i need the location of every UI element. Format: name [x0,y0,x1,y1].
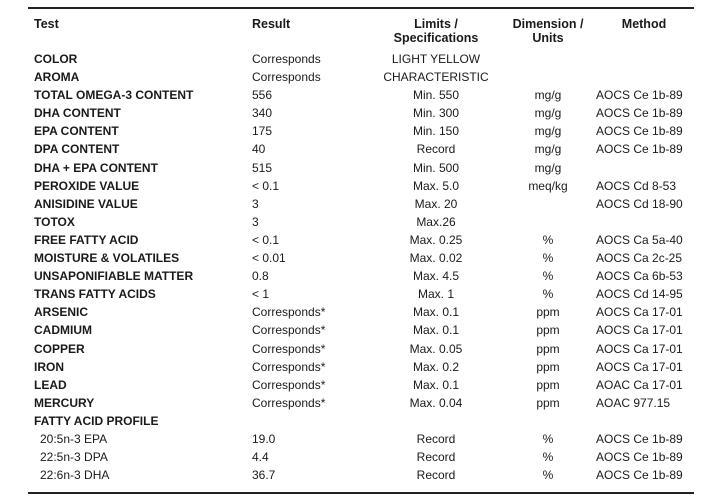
test-name-cell: EPA CONTENT [34,124,119,139]
header-limits [376,17,496,45]
limit-cell: Min. 150 [412,124,460,139]
test-name-cell: DPA CONTENT [34,142,120,157]
result-cell: Corresponds [252,70,321,85]
limit-cell: Max. 20 [414,196,458,211]
table-row [0,340,720,358]
table-row [0,394,720,412]
unit-cell: mg/g [534,124,562,139]
test-name-cell: FATTY ACID PROFILE [34,413,159,428]
limit-cell: Min. 550 [412,88,460,103]
method-cell: AOAC 977.15 [596,395,671,410]
test-name-cell: IRON [34,359,64,374]
limit-cell: Max. 0.05 [409,341,463,356]
method-cell: AOCS Ce 1b-89 [596,124,683,139]
unit-cell: ppm [536,377,560,392]
limit-cell: Min. 500 [412,160,460,175]
result-cell: 340 [252,106,273,121]
result-cell: Corresponds* [252,359,326,374]
method-cell: AOCS Ca 17-01 [596,305,683,320]
table-row [0,104,720,122]
result-cell: Corresponds* [252,305,326,320]
table-row [0,267,720,285]
limit-cell: Max. 4.5 [412,269,460,284]
test-name-cell: ARSENIC [34,305,89,320]
limit-cell: Record [416,431,456,446]
method-cell: AOCS Ce 1b-89 [596,142,683,157]
result-cell: Corresponds* [252,395,326,410]
test-name-cell: 22:5n-3 DPA [40,450,108,465]
unit-cell: % [542,450,554,465]
result-cell: 175 [252,124,273,139]
limit-cell: Max. 0.1 [412,377,460,392]
method-cell: AOCS Ca 2c-25 [596,251,683,266]
test-name-cell: LEAD [34,377,67,392]
header-result: Result [252,17,291,31]
result-cell: < 0.1 [252,178,280,193]
table-row [0,122,720,140]
result-cell: 515 [252,160,273,175]
table-row [0,140,720,158]
table-row [0,321,720,339]
table-row [0,412,720,430]
result-cell: Corresponds [252,52,321,66]
test-name-cell: 20:5n-3 EPA [40,431,108,446]
spec-table-body [0,50,720,484]
unit-cell: % [542,251,554,266]
unit-cell: ppm [536,341,560,356]
limit-cell: Max. 0.1 [412,305,460,320]
unit-cell: ppm [536,305,560,320]
method-cell: AOCS Ca 17-01 [596,341,683,356]
table-row [0,376,720,394]
unit-cell: ppm [536,323,560,338]
table-row [0,249,720,267]
unit-cell: mg/g [534,106,562,121]
result-cell: 19.0 [252,431,276,446]
result-cell: < 0.1 [252,232,280,247]
table-row [0,68,720,86]
limit-cell: Max. 5.0 [412,178,460,193]
limit-cell: Max. 1 [417,287,454,302]
method-cell: AOCS Cd 8-53 [596,178,677,193]
unit-cell: mg/g [534,142,562,157]
table-row [0,358,720,376]
test-name-cell: PEROXIDE VALUE [34,178,140,193]
result-cell: 3 [252,196,259,211]
result-cell: 3 [252,214,259,229]
test-name-cell: MERCURY [34,395,95,410]
method-cell: AOCS Cd 18-90 [596,196,683,211]
limit-cell: Max.26 [416,214,456,229]
table-row [0,303,720,321]
limit-cell: LIGHT YELLOW [391,52,481,66]
method-cell: AOCS Ca 17-01 [596,359,683,374]
limit-cell: CHARACTERISTIC [383,70,489,85]
method-cell: AOCS Ce 1b-89 [596,431,683,446]
header-dimension-line2: Units [532,31,564,45]
method-cell: AOAC Ca 17-01 [596,377,683,392]
limit-cell: Record [416,450,456,465]
method-cell: AOCS Ce 1b-89 [596,106,683,121]
test-name-cell: TRANS FATTY ACIDS [34,287,156,302]
unit-cell: mg/g [534,160,562,175]
header-method: Method [621,17,667,31]
result-cell: Corresponds* [252,341,326,356]
unit-cell: % [542,232,554,247]
table-row [0,448,720,466]
table-row [0,285,720,303]
result-cell: 36.7 [252,468,276,483]
header-test: Test [34,17,59,31]
method-cell: AOCS Ca 6b-53 [596,269,683,284]
test-name-cell: UNSAPONIFIABLE MATTER [34,269,194,284]
table-row [0,86,720,104]
unit-cell: % [542,287,554,302]
test-name-cell: COPPER [34,341,85,356]
table-row [0,195,720,213]
result-cell: 556 [252,88,273,103]
method-cell: AOCS Ce 1b-89 [596,468,683,483]
test-name-cell: DHA CONTENT [34,106,121,121]
method-cell: AOCS Ca 5a-40 [596,232,683,247]
limit-cell: Max. 0.1 [412,323,460,338]
header-limits-line2: Specifications [393,31,479,45]
test-name-cell: 22:6n-3 DHA [40,468,110,483]
unit-cell: meq/kg [528,178,568,193]
limit-cell: Max. 0.04 [409,395,463,410]
result-cell: 4.4 [252,450,269,465]
result-cell: Corresponds* [252,323,326,338]
test-name-cell: TOTAL OMEGA-3 CONTENT [34,88,194,103]
limit-cell: Max. 0.2 [412,359,460,374]
result-cell: < 1 [252,287,270,302]
limit-cell: Min. 300 [412,106,460,121]
method-cell: AOCS Ce 1b-89 [596,88,683,103]
limit-cell: Max. 0.25 [409,232,463,247]
table-row [0,159,720,177]
header-dimension [500,17,596,45]
test-name-cell: TOTOX [34,214,75,229]
table-row [0,466,720,484]
unit-cell: % [542,468,554,483]
test-name-cell: FREE FATTY ACID [34,232,139,247]
table-row [0,213,720,231]
test-name-cell: AROMA [34,70,80,85]
limit-cell: Record [416,468,456,483]
result-cell: < 0.01 [252,251,286,266]
unit-cell: % [542,269,554,284]
table-row [0,177,720,195]
table-row [0,430,720,448]
method-cell: AOCS Ce 1b-89 [596,450,683,465]
test-name-cell: ANISIDINE VALUE [34,196,138,211]
result-cell: 40 [252,142,266,157]
unit-cell: ppm [536,395,560,410]
limit-cell: Max. 0.02 [409,251,463,266]
unit-cell: mg/g [534,88,562,103]
bottom-rule [28,492,694,494]
method-cell: AOCS Ca 17-01 [596,323,683,338]
method-cell: AOCS Cd 14-95 [596,287,683,302]
result-cell: 0.8 [252,269,269,284]
limit-cell: Record [416,142,456,157]
table-row [0,50,720,68]
unit-cell: % [542,431,554,446]
test-name-cell: COLOR [34,52,78,66]
header-limits-line1: Limits / [414,17,458,31]
header-dimension-line1: Dimension / [512,17,584,31]
test-name-cell: DHA + EPA CONTENT [34,160,158,175]
test-name-cell: CADMIUM [34,323,92,338]
table-row [0,231,720,249]
top-rule [28,7,694,9]
unit-cell: ppm [536,359,560,374]
test-name-cell: MOISTURE & VOLATILES [34,251,180,266]
result-cell: Corresponds* [252,377,326,392]
